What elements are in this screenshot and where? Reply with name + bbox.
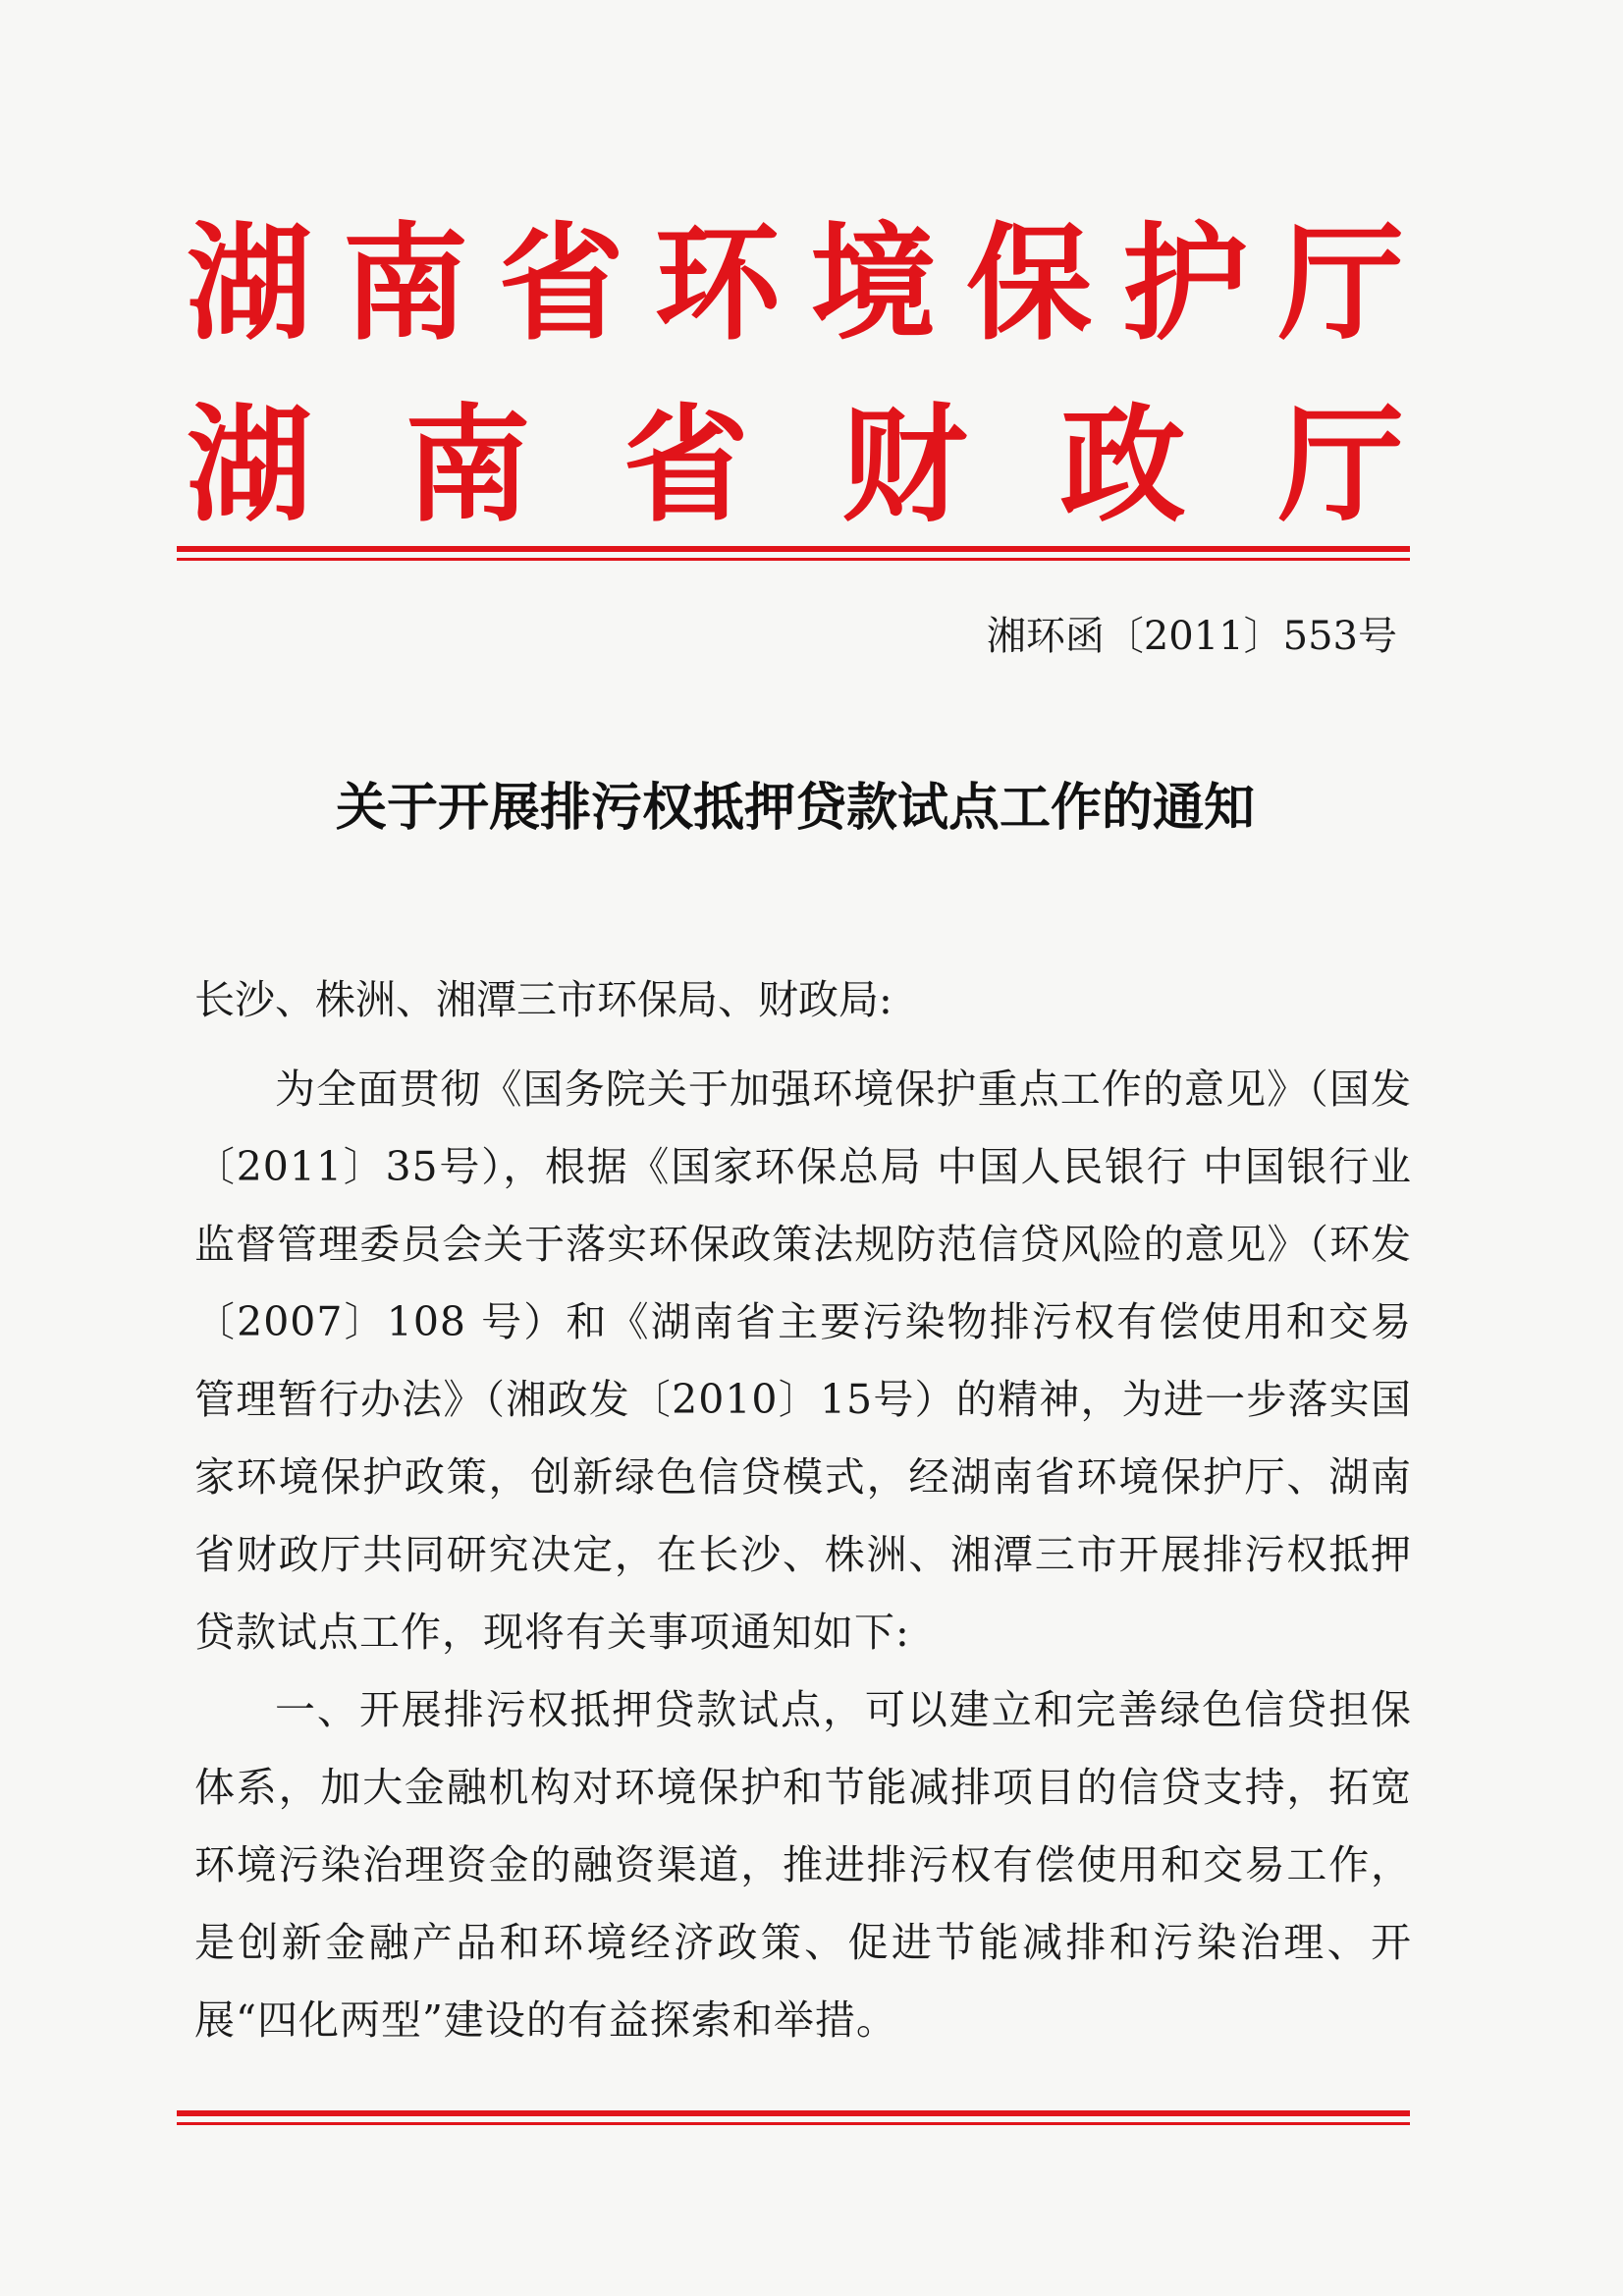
footer-red-rule-thick [177, 2110, 1410, 2116]
document-title: 关于开展排污权抵押贷款试点工作的通知 [335, 778, 1255, 838]
document-body [194, 1051, 1412, 2059]
header-red-rule-thin [177, 558, 1410, 561]
header-red-rule-thick [177, 546, 1410, 552]
document-number: 湘环函〔2011〕553号 [986, 614, 1397, 659]
addressee: 长沙、株洲、湘潭三市环保局、财政局: [194, 976, 893, 1023]
body-paragraph-2: 一、开展排污权抵押贷款试点，可以建立和完善绿色信贷担保体系，加大金融机构对环境保护和节能减排项目的信贷支持，拓宽环境污染治理资金的融资渠道，推进排污权有偿使用和交易工作，是创新金融产品和环境经济政策、促进节能减排和污染治理、开展“四化两型”建设的有益探索和举措。 [194, 1686, 1412, 2044]
issuer-header-finance: 湖南省财政厅 [187, 393, 1404, 539]
body-paragraph-1: 为全面贯彻《国务院关于加强环境保护重点工作的意见》（国发〔2011〕35号），根据《国家环保总局 中国人民银行 中国银行业监督管理委员会关于落实环保政策法规防范信贷风险的意见》（环发〔2007〕108 号）和《湖南省主要污染物排污权有偿使用和交易管理暂行办法》（湘政发〔2010〕15号）的精神，为进一步落实国家环境保护政策，创新绿色信贷模式，经湖南省环境保护厅、湖南省财政厅共同研究决定，在长沙、株洲、湘潭三市开展排污权抵押贷款试点工作，现将有关事项通知如下: [194, 1066, 1412, 1656]
footer-red-rule-thin [177, 2122, 1410, 2125]
issuer-header-environment: 湖南省环境保护厅 [187, 211, 1404, 357]
